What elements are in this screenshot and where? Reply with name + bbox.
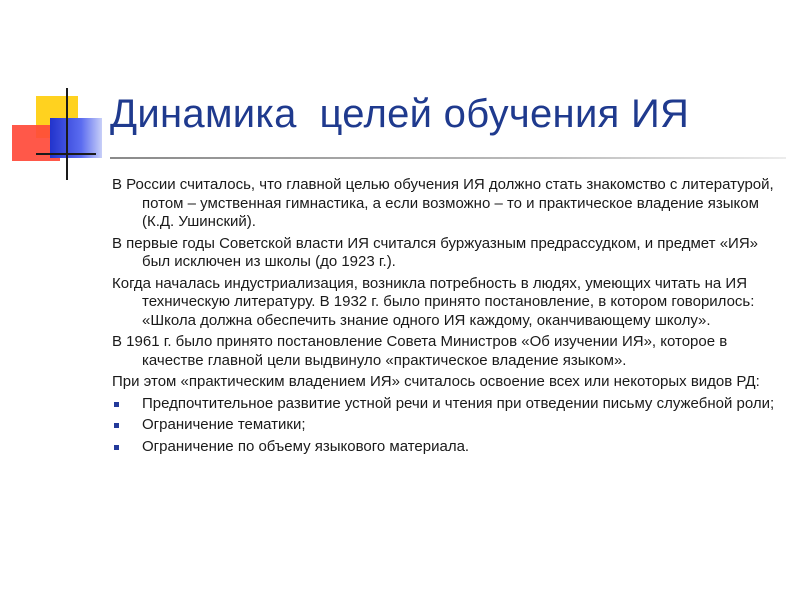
paragraph: В 1961 г. было принято постановление Совета Министров «Об изучении ИЯ», которое в качестве главной цели выдвинуло «практическое владение языком». — [112, 333, 728, 369]
paragraph: При этом «практическим владением ИЯ» считалось освоение всех или некоторых видов РД: — [112, 373, 760, 390]
slide-body — [112, 176, 784, 459]
slide-title: Динамика целей обучения ИЯ — [110, 92, 690, 136]
logo-horizontal-line — [36, 153, 96, 155]
logo-vertical-line — [66, 88, 68, 180]
bullet-text: Предпочтительное развитие устной речи и чтения при отведении письму служебной роли; — [142, 394, 775, 412]
bullet-text: Ограничение по объему языкового материала. — [142, 437, 470, 455]
square-bullet-icon — [114, 445, 119, 450]
square-bullet-icon — [114, 423, 119, 428]
paragraph: Когда началась индустриализация, возникла потребность в людях, умеющих читать на ИЯ техническую литературу. В 1932 г. было принято постановление, в котором говорилось: «Школа должна обеспечить знание одного ИЯ каждому, оканчивающему школу». — [112, 274, 755, 329]
bullet-item — [112, 395, 784, 414]
paragraph: В России считалось, что главной целью обучения ИЯ должно стать знакомство с литературой, потом – умственная гимнастика, а если возможно – то и практическое владение языком (К.Д. Ушинский). — [112, 176, 774, 230]
paragraph: В первые годы Советской власти ИЯ считался буржуазным предрассудком, и предмет «ИЯ» был исключен из школы (до 1923 г.). — [112, 234, 758, 270]
blue-square — [50, 118, 102, 158]
bullet-text: Ограничение тематики; — [142, 416, 306, 433]
bullet-item — [112, 416, 784, 435]
title-underline — [110, 157, 786, 159]
bullet-item — [112, 438, 784, 457]
square-bullet-icon — [114, 402, 119, 407]
